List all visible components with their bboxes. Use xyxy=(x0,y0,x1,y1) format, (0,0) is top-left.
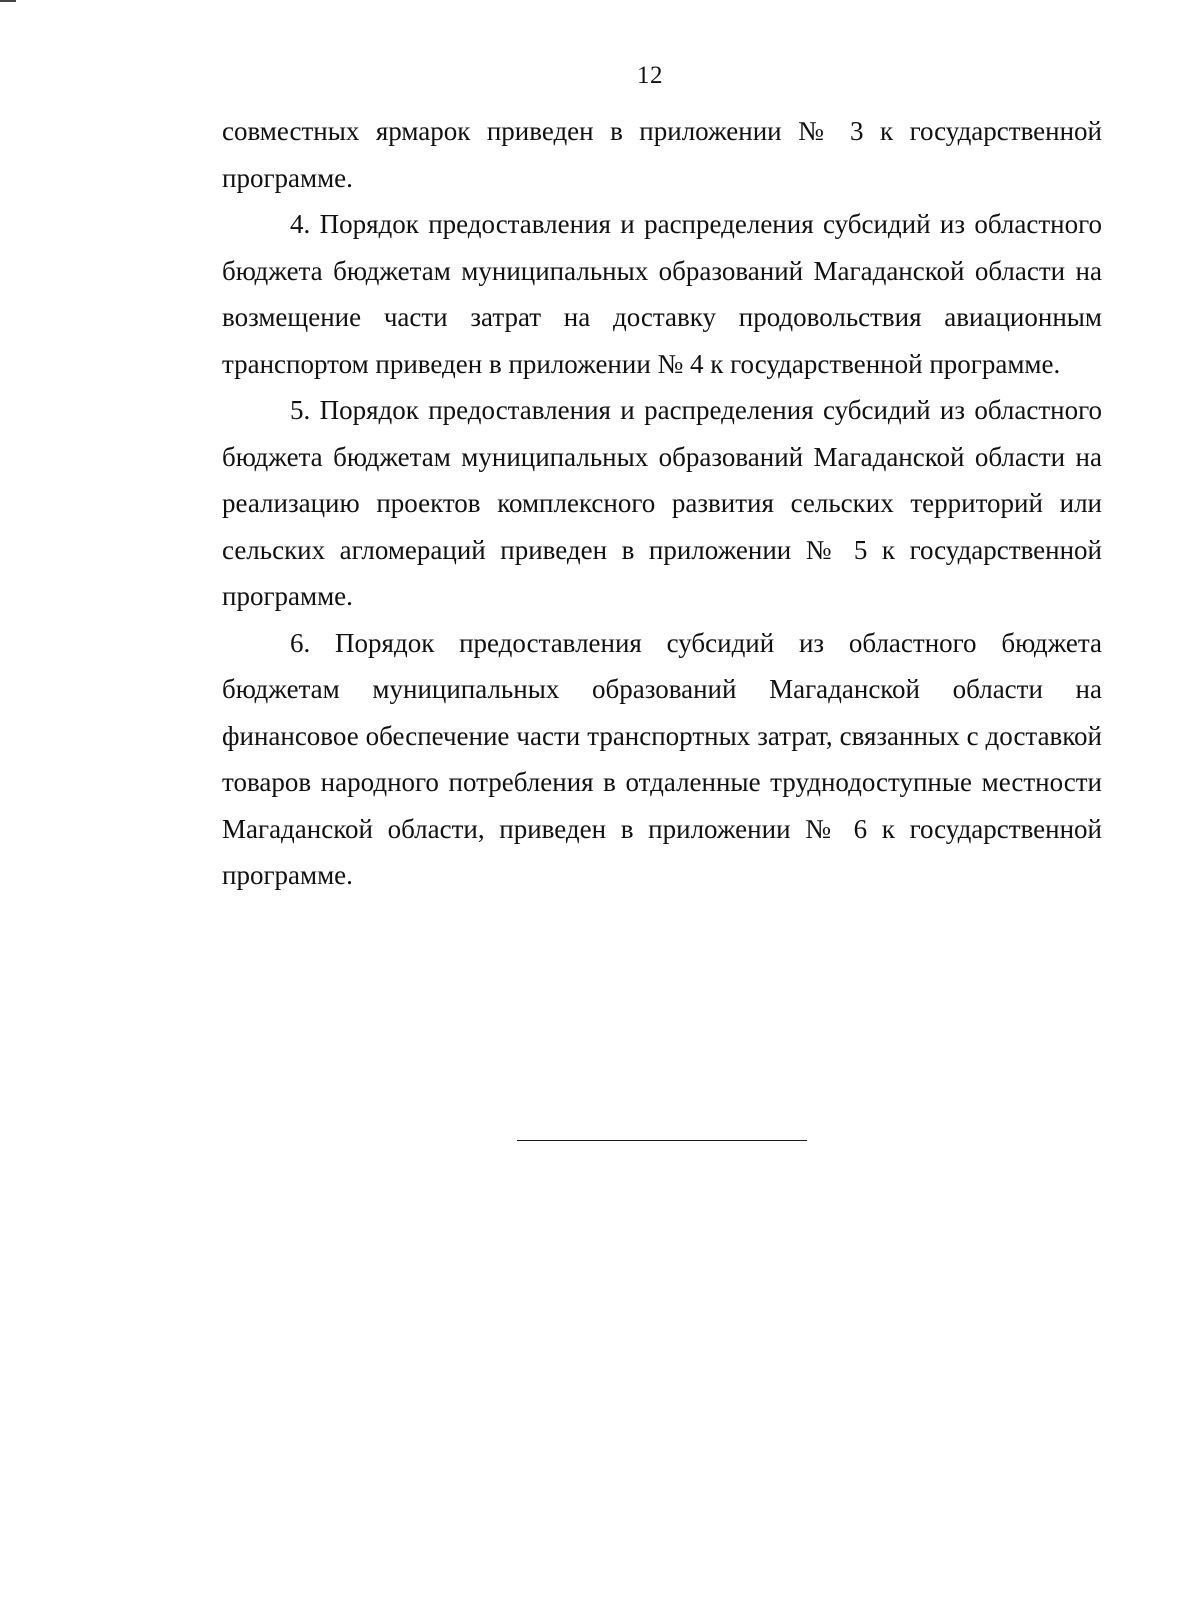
paragraph-item-4: 4. Порядок предоставления и распределения субсидий из областного бюджета бюджетам муниципальных образований Магаданской области на возмещение части затрат на доставку продовольствия авиационным транспортом приведен в приложении № 4 к государственной программе. xyxy=(222,209,1102,379)
paragraph-item-5: 5. Порядок предоставления и распределения субсидий из областного бюджета бюджетам муниципальных образований Магаданской области на реализацию проектов комплексного развития сельских территорий или сельских агломераций приведен в приложении № 5 к государственной программе. xyxy=(222,395,1102,611)
paragraph-continuation: совместных ярмарок приведен в приложении № 3 к государственной программе. xyxy=(222,116,1102,193)
scan-edge-mark xyxy=(0,0,16,2)
end-of-document-rule xyxy=(517,1140,807,1141)
page-number: 12 xyxy=(637,62,663,89)
document-body xyxy=(222,108,1102,899)
paragraph-item-6: 6. Порядок предоставления субсидий из областного бюджета бюджетам муниципальных образований Магаданской области на финансовое обеспечение части транспортных затрат, связанных с доставкой товаров народного потребления в отдаленные труднодоступные местности Магаданской области, приведен в приложении № 6 к государственной программе. xyxy=(222,627,1102,890)
